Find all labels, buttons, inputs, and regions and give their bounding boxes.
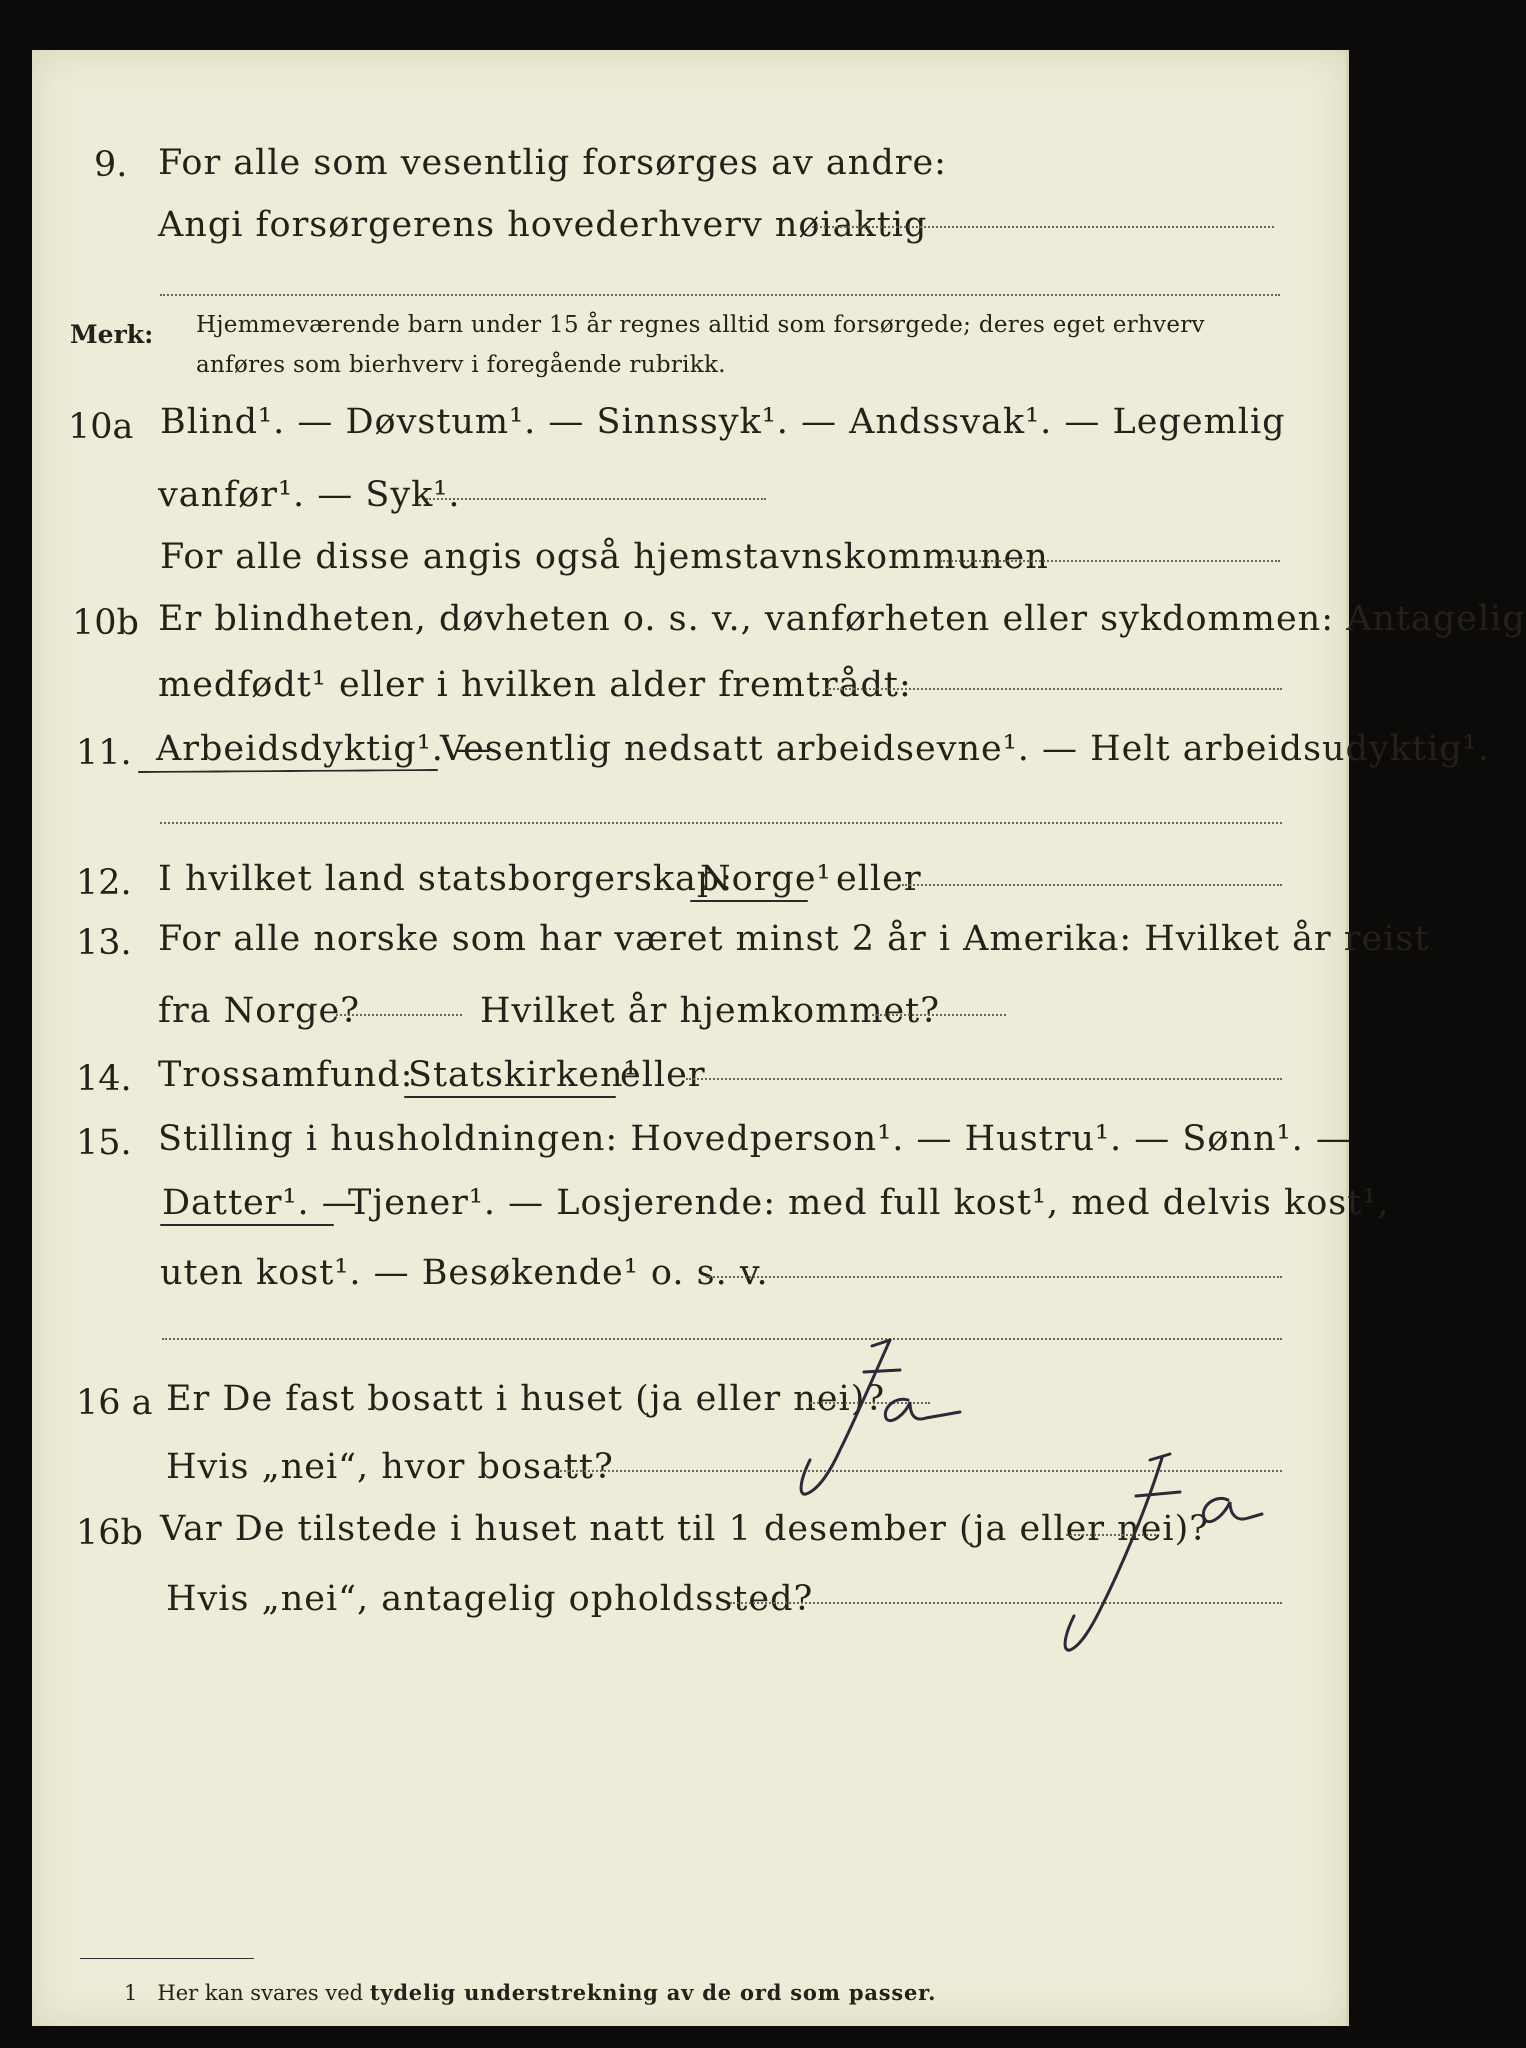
- q15-answer-line-2[interactable]: [162, 1338, 1282, 1340]
- q15-line2-rest: Tjener¹. — Losjerende: med full kost¹, med delvis kost¹,: [348, 1183, 1390, 1223]
- q16b-line1: Var De tilstede i huset natt til 1 desember (ja eller nei)?: [160, 1509, 1210, 1549]
- q10b-answer-line[interactable]: [826, 688, 1282, 690]
- q15-answer-line[interactable]: [706, 1276, 1282, 1278]
- q16b-line2: Hvis „nei“, antagelig opholdssted?: [166, 1579, 814, 1619]
- q13-line2b: Hvilket år hjemkommet?: [480, 991, 941, 1031]
- footnote-plain: Her kan svares ved: [157, 1981, 364, 2005]
- q14-answer-line[interactable]: [686, 1078, 1282, 1080]
- q13-hjemkommet-answer-line[interactable]: [872, 1014, 1006, 1016]
- q16b-number: 16b: [76, 1513, 143, 1553]
- q16b-handwritten-answer: [1010, 1440, 1270, 1660]
- merk-line2: anføres som bierhverv i foregående rubrikk.: [196, 352, 726, 378]
- footnote-bold: tydelig understrekning av de ord som passer.: [369, 1980, 937, 2005]
- footnote-rule: [80, 1958, 254, 1959]
- q12-underline: [690, 900, 808, 902]
- page-edge: [1346, 50, 1349, 2026]
- merk-label: Merk:: [70, 320, 154, 349]
- q10a-line3: For alle disse angis også hjemstavnskommunen: [160, 537, 1049, 577]
- q14-pre: Trossamfund:: [158, 1055, 414, 1095]
- q16a-line1: Er De fast bosatt i huset (ja eller nei)?: [166, 1379, 886, 1419]
- q11-answer-line[interactable]: [160, 822, 1282, 824]
- q12-option-norge[interactable]: Norge¹: [700, 859, 832, 899]
- q9-line2: Angi forsørgerens hovederhverv nøiaktig: [158, 205, 928, 245]
- q9-number: 9.: [94, 145, 128, 185]
- q9-answer-line-2[interactable]: [160, 294, 1280, 296]
- q15-line1: Stilling i husholdningen: Hovedperson¹. — Hustru¹. — Sønn¹. —: [158, 1119, 1352, 1159]
- q15-number: 15.: [76, 1123, 132, 1163]
- q11-rest: Vesentlig nedsatt arbeidsevne¹. — Helt arbeidsudyktig¹.: [440, 729, 1490, 769]
- footnote: [124, 1982, 936, 2004]
- q16a-handwritten-answer: [760, 1330, 980, 1510]
- q10a-hjemstavn-answer-line[interactable]: [940, 560, 1280, 562]
- q13-reist-answer-line[interactable]: [336, 1014, 462, 1016]
- q11-option-arbeidsdyktig[interactable]: Arbeidsdyktig¹. —: [156, 729, 493, 769]
- q15-option-datter[interactable]: Datter¹. —: [162, 1183, 358, 1223]
- q16a-line2: Hvis „nei“, hvor bosatt?: [166, 1447, 614, 1487]
- q13-number: 13.: [76, 923, 132, 963]
- q13-line2a: fra Norge?: [158, 991, 360, 1031]
- q12-number: 12.: [76, 863, 132, 903]
- q14-underline: [404, 1096, 616, 1098]
- q12-post: eller: [836, 859, 922, 899]
- q10b-line2: medfødt¹ eller i hvilken alder fremtrådt:: [158, 665, 912, 705]
- q12-pre: I hvilket land statsborgerskap:: [158, 859, 734, 899]
- q9-answer-line[interactable]: [812, 226, 1274, 228]
- q15-underline: [160, 1224, 334, 1226]
- q16a-number: 16 a: [76, 1383, 153, 1423]
- q12-answer-line[interactable]: [902, 884, 1282, 886]
- q13-line1: For alle norske som har været minst 2 år i Amerika: Hvilket år reist: [158, 919, 1430, 959]
- merk-line1: Hjemmeværende barn under 15 år regnes alltid som forsørgede; deres eget erhverv: [196, 312, 1205, 338]
- q10b-number: 10b: [72, 603, 139, 643]
- q11-number: 11.: [76, 733, 132, 773]
- q10a-line1: Blind¹. — Døvstum¹. — Sinnssyk¹. — Andssvak¹. — Legemlig: [160, 402, 1286, 442]
- q10a-number: 10a: [68, 407, 134, 447]
- footnote-mark: 1: [124, 1981, 138, 2005]
- census-form-page: [32, 50, 1348, 2026]
- q10a-line2: vanfør¹. — Syk¹.: [158, 475, 461, 515]
- q14-option-statskirken[interactable]: Statskirken¹: [408, 1055, 639, 1095]
- q14-post: eller: [620, 1055, 706, 1095]
- q14-number: 14.: [76, 1059, 132, 1099]
- q10b-line1: Er blindheten, døvheten o. s. v., vanførheten eller sykdommen: Antagelig: [158, 599, 1526, 639]
- q9-line1: For alle som vesentlig forsørges av andre:: [158, 143, 947, 183]
- q15-line3: uten kost¹. — Besøkende¹ o. s. v.: [160, 1253, 769, 1293]
- q10a-syk-answer-line[interactable]: [426, 498, 766, 500]
